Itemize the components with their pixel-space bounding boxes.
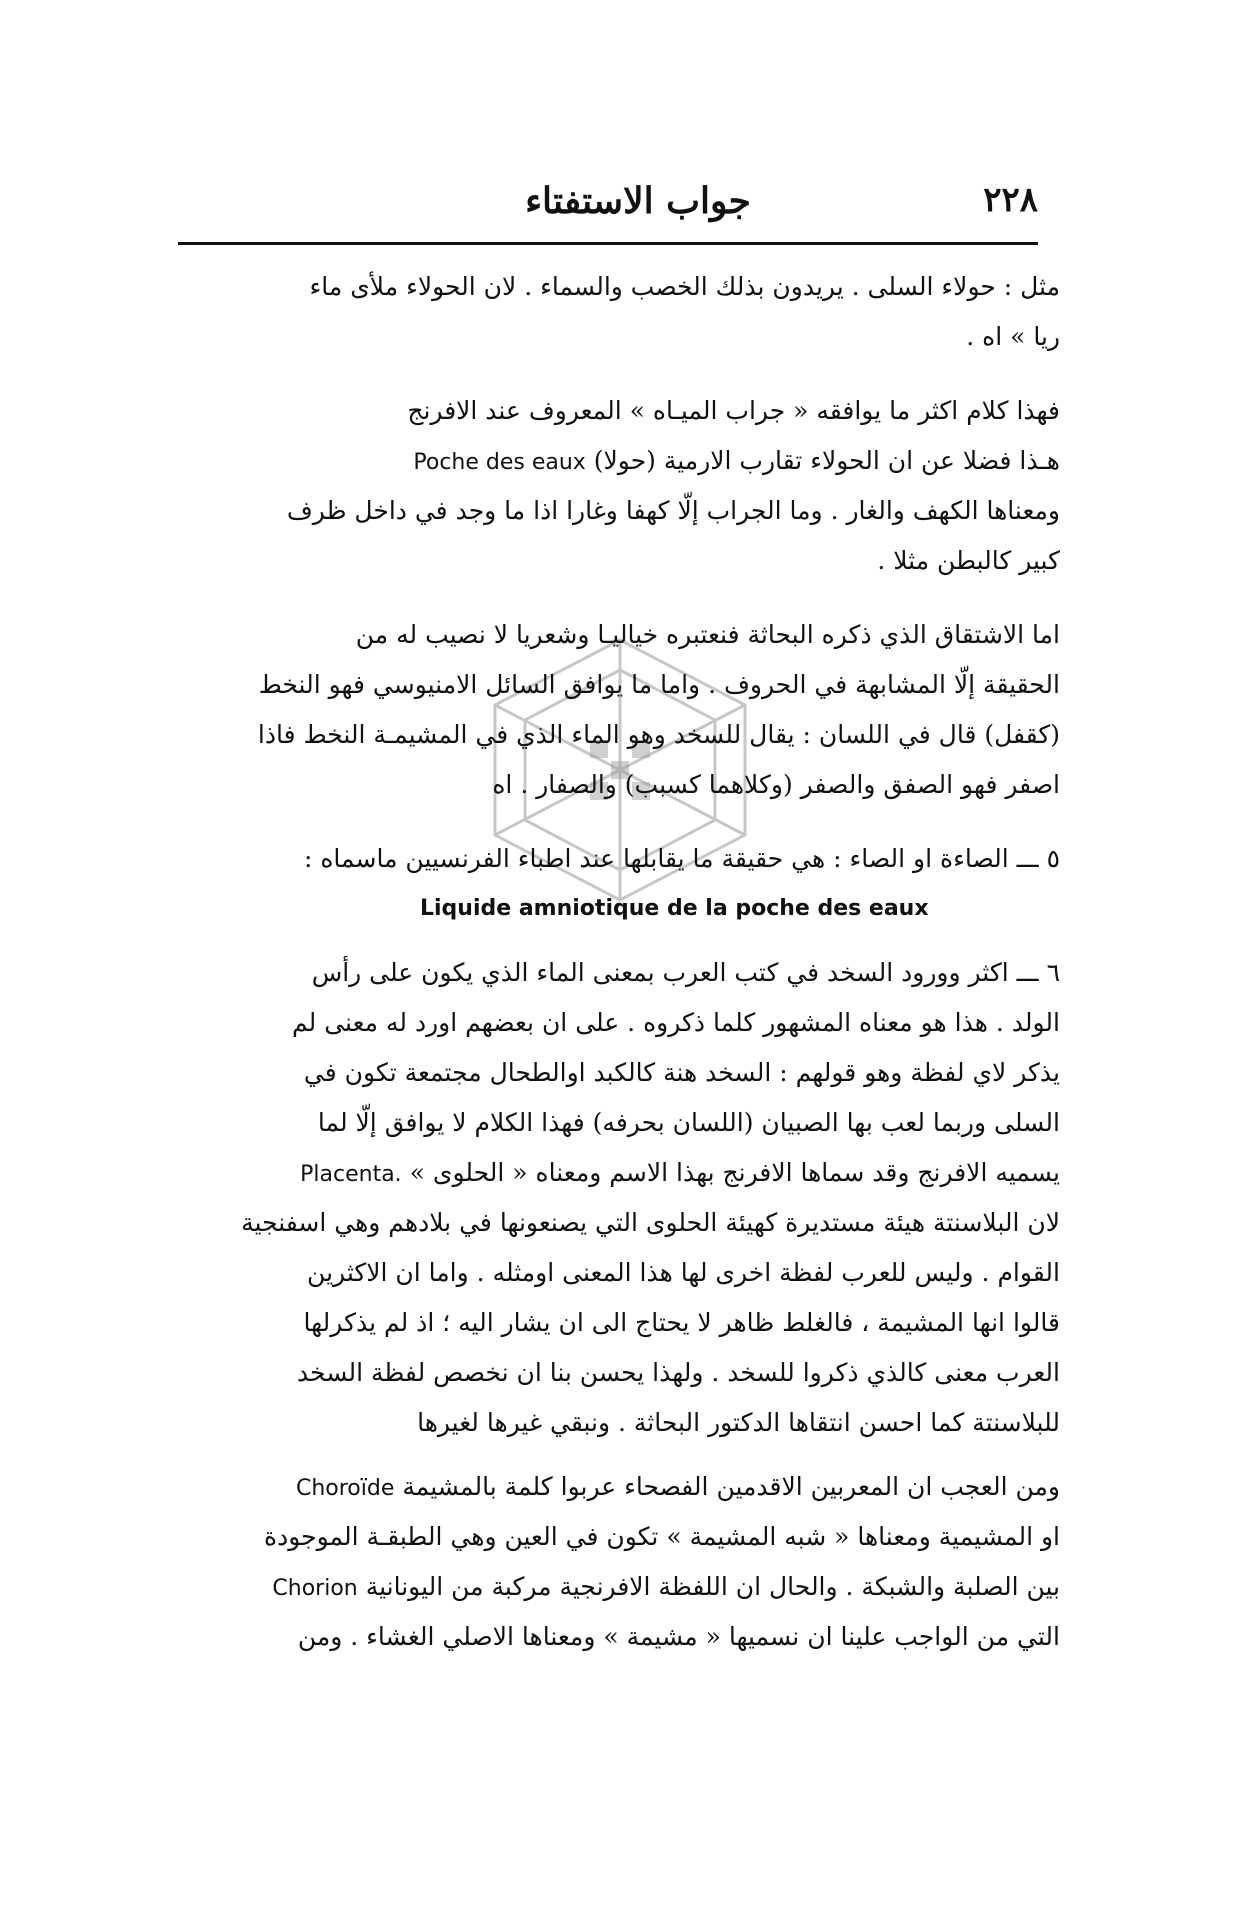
header-rule: [178, 242, 1038, 245]
paragraph-gap: [190, 1448, 1060, 1462]
latin-term: Choroïde: [295, 1476, 395, 1501]
text-line: ومعناها الكهف والغار . وما الجراب إلّا كهفا وغارا اذا ما وجد في داخل ظرف: [286, 496, 1060, 525]
paragraph: [190, 1462, 1060, 1662]
text-line: اصفر فهو الصفق والصفر (وكلاهما كسبب) والصفار . اه: [492, 770, 1060, 799]
paragraph: [190, 834, 1060, 934]
paragraph-gap: [190, 362, 1060, 386]
running-title: جواب الاستفتاء: [525, 180, 751, 222]
arabic-text: هـذا فضلا عن ان الحولاء تقارب الارمية (حولا): [593, 446, 1060, 475]
text-line: [190, 1562, 1060, 1612]
text-line: ٦ ـــ اكثر وورود السخد في كتب العرب بمعنى الماء الذي يكون على رأس: [311, 958, 1060, 987]
paragraph-gap: [190, 586, 1060, 610]
text-line: السلى وربما لعب بها الصبيان (اللسان بحرفه) فهذا الكلام لا يوافق إلّا لما: [317, 1108, 1060, 1137]
text-line: Liquide amniotique de la poche des eaux: [420, 896, 929, 921]
text-line: ريا » اه .: [966, 322, 1060, 351]
text-line: للبلاسنتة كما احسن انتقاها الدكتور البحاثة . ونبقي غيرها لغيرها: [417, 1408, 1060, 1437]
text-line: (كقفل) قال في اللسان : يقال للسخد وهو الماء الذي في المشيمـة النخط فاذا: [257, 720, 1060, 749]
page-body: [190, 262, 1060, 1662]
text-line: او المشيمية ومعناها « شبه المشيمة » تكون في العين وهي الطبقـة الموجودة: [264, 1522, 1060, 1551]
latin-term: Placenta.: [300, 1162, 402, 1187]
text-line: كبير كالبطن مثلا .: [877, 546, 1060, 575]
text-line: ٥ ـــ الصاءة او الصاء : هي حقيقة ما يقابلها عند اطباء الفرنسيين ماسماه :: [303, 844, 1060, 873]
text-line: الولد . هذا هو معناه المشهور كلما ذكروه . على ان بعضهم اورد له معنى لم: [292, 1008, 1060, 1037]
arabic-text: ومن العجب ان المعربين الاقدمين الفصحاء عربوا كلمة بالمشيمة: [402, 1472, 1060, 1501]
arabic-text: بين الصلبة والشبكة . والحال ان اللفظة الافرنجية مركبة من اليونانية: [365, 1572, 1060, 1601]
text-line: العرب معنى كالذي ذكروا للسخد . ولهذا يحسن بنا ان نخصص لفظة السخد: [296, 1358, 1060, 1387]
text-line: اما الاشتقاق الذي ذكره البحاثة فنعتبره خياليـا وشعريا لا نصيب له من: [355, 620, 1060, 649]
text-line: [190, 1148, 1060, 1198]
text-line: قالوا انها المشيمة ، فالغلط ظاهر لا يحتاج الى ان يشار اليه ؛ اذ لم يذكرلها: [303, 1308, 1060, 1337]
paragraph-gap: [190, 810, 1060, 834]
latin-term: Chorion: [272, 1576, 358, 1601]
text-line: [190, 436, 1060, 486]
latin-term: Poche des eaux: [413, 450, 586, 475]
paragraph: [190, 610, 1060, 810]
page-number: ٢٢٨: [983, 180, 1038, 220]
text-line: مثل : حولاء السلى . يريدون بذلك الخصب والسماء . لان الحولاء ملأى ماء: [309, 272, 1060, 301]
text-line: القوام . وليس للعرب لفظة اخرى لها هذا المعنى اومثله . واما ان الاكثرين: [307, 1258, 1060, 1287]
text-line: فهذا كلام اكثر ما يوافقه « جراب الميـاه » المعروف عند الافرنج: [407, 396, 1060, 425]
paragraph: [190, 948, 1060, 1448]
page-header: [178, 180, 1038, 240]
text-line: يذكر لاي لفظة وهو قولهم : السخد هنة كالكبد اوالطحال مجتمعة تكون في: [303, 1058, 1060, 1087]
paragraph: [190, 262, 1060, 362]
text-line: الحقيقة إلّا المشابهة في الحروف . واما ما يوافق السائل الامنيوسي فهو النخط: [258, 670, 1060, 699]
paragraph-gap: [190, 934, 1060, 948]
text-line: [190, 1462, 1060, 1512]
paragraph: [190, 386, 1060, 586]
arabic-text: يسميه الافرنج وقد سماها الافرنج بهذا الاسم ومعناه « الحلوى »: [409, 1158, 1060, 1187]
text-line: لان البلاسنتة هيئة مستديرة كهيئة الحلوى التي يصنعونها في بلادهم وهي اسفنجية: [241, 1208, 1060, 1237]
text-line: التي من الواجب علينا ان نسميها « مشيمة » ومعناها الاصلي الغشاء . ومن: [297, 1622, 1060, 1651]
